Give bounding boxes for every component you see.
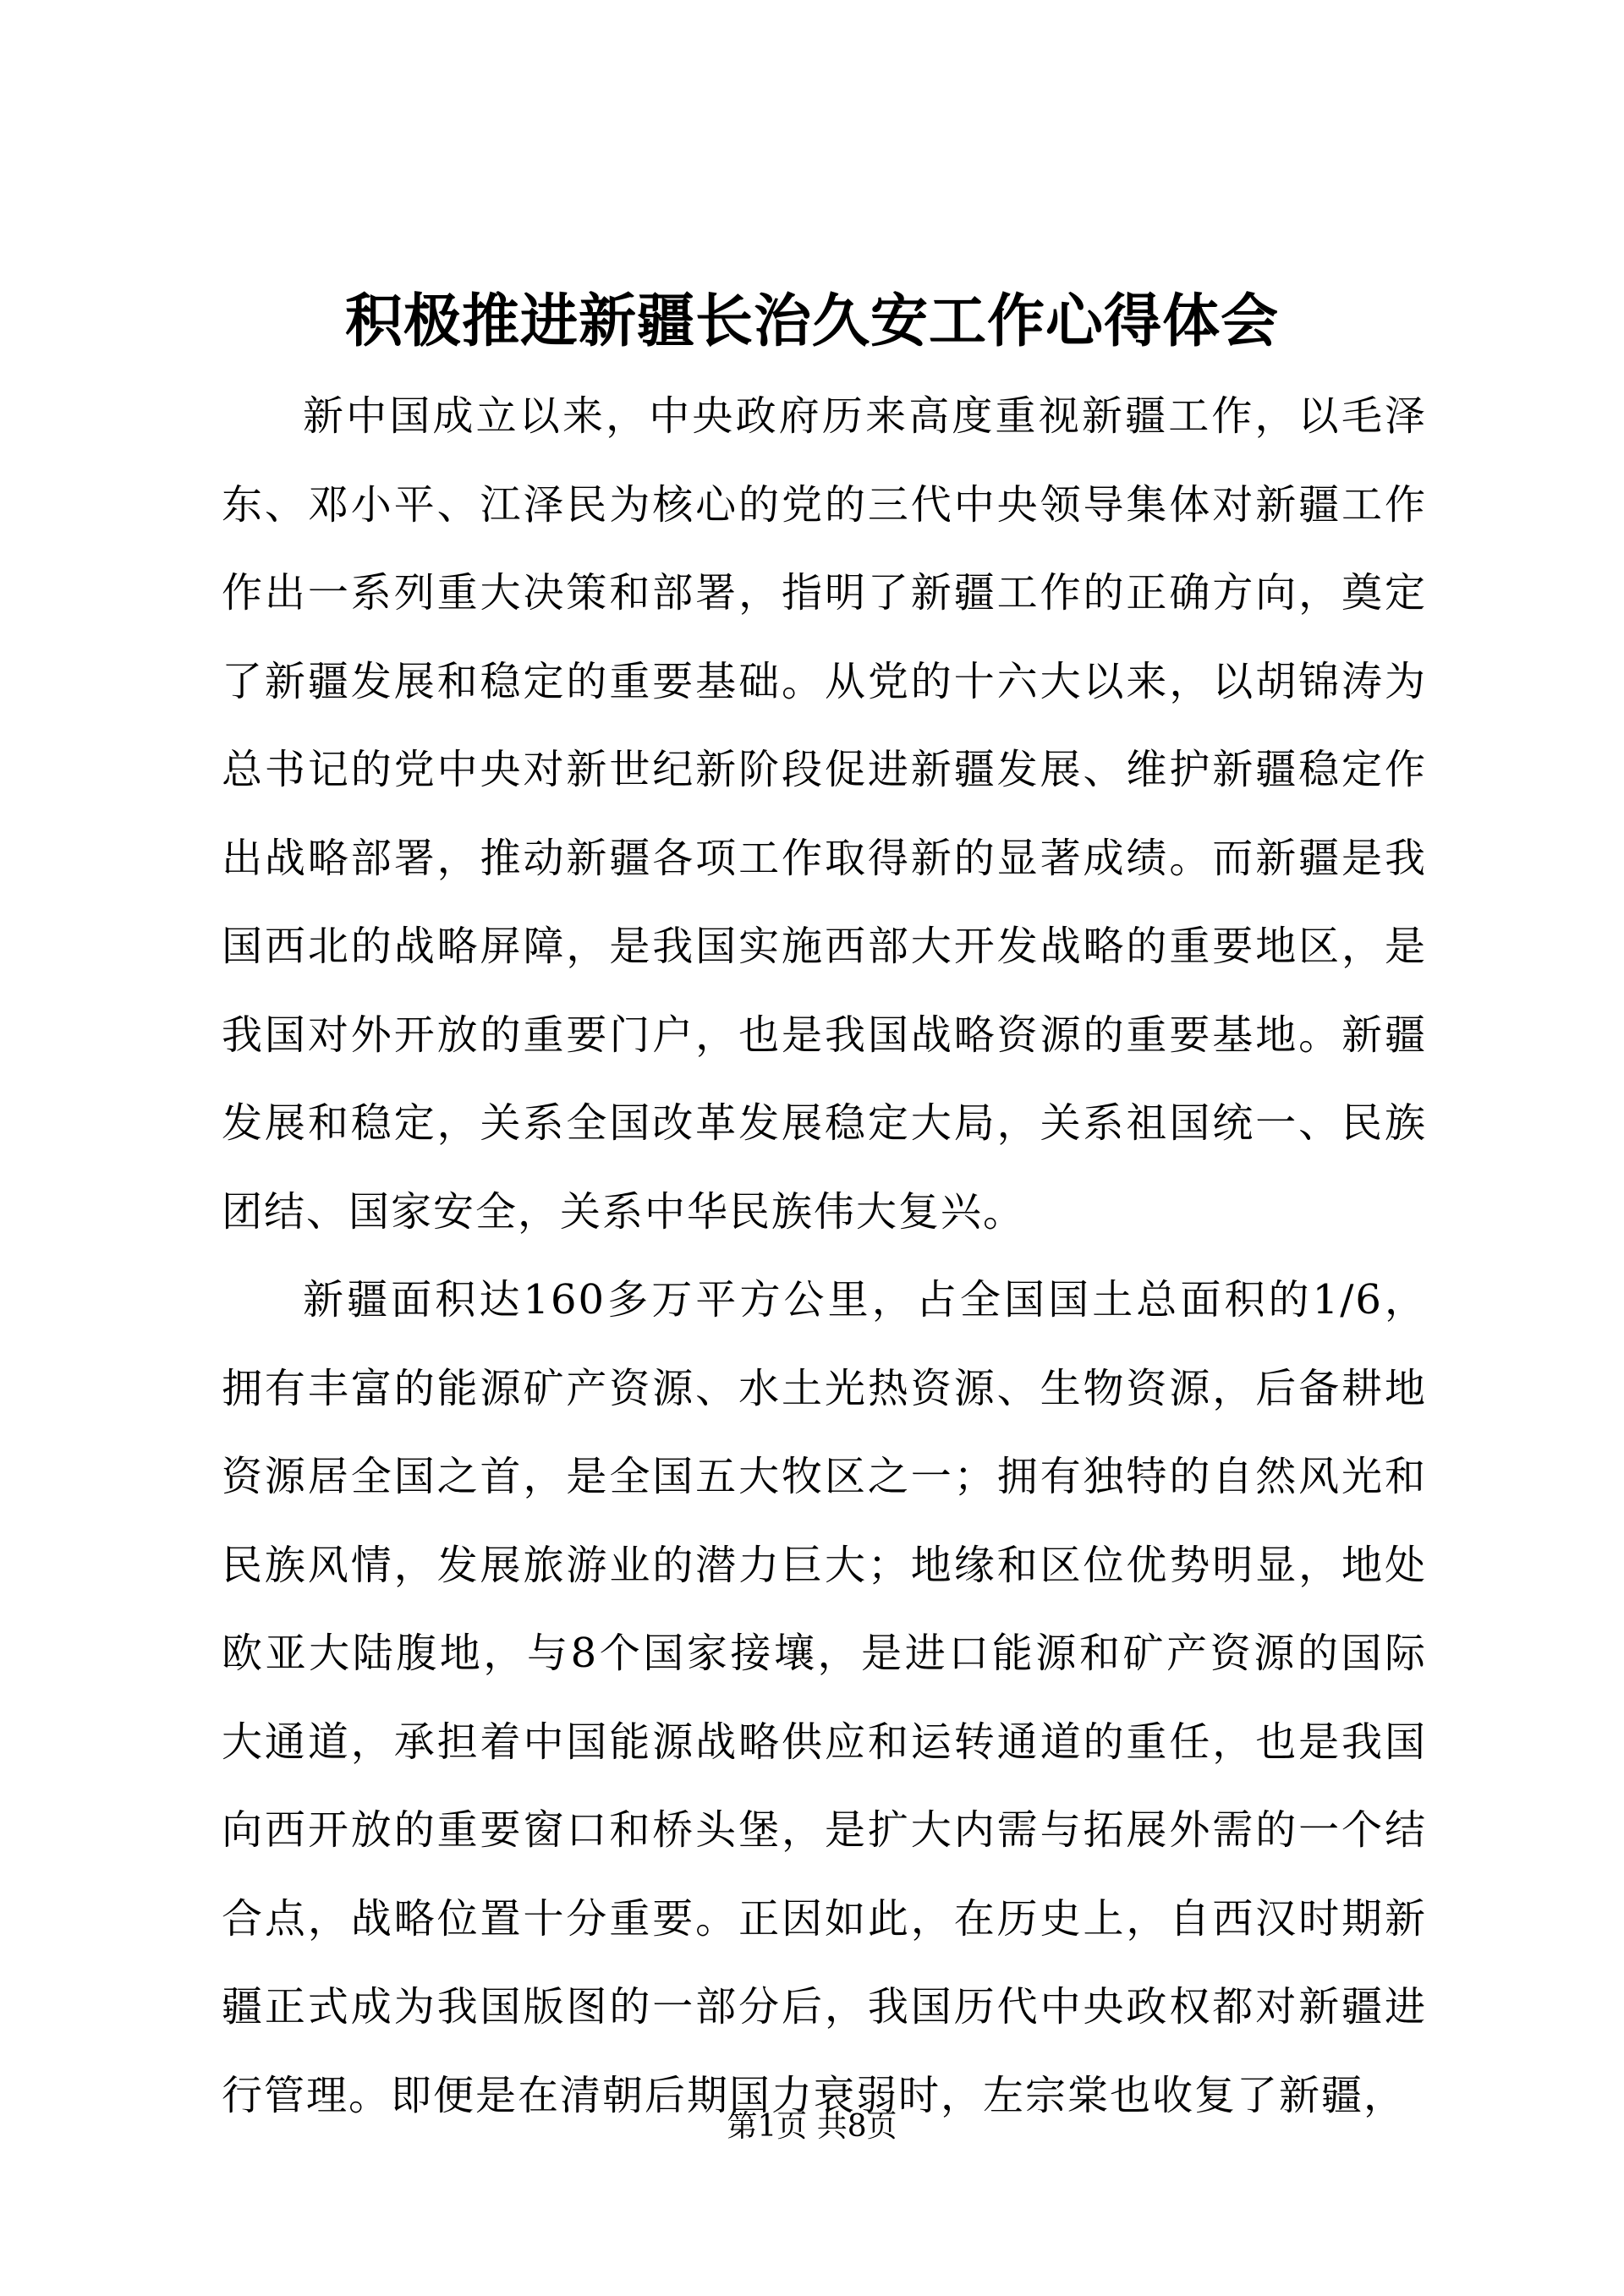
paragraph-2: 新疆面积达160多万平方公里，占全国国土总面积的1/6，拥有丰富的能源矿产资源、水土光热资源、生物资源，后备耕地资源居全国之首，是全国五大牧区之一；拥有独特的自然风光和民族风情，发展旅游业的潜力巨大；地缘和区位优势明显，地处欧亚大陆腹地，与8个国家接壤，是进口能源和矿产资源的国际大通道，承担着中国能源战略供应和运转通道的重任，也是我国向西开放的重要窗口和桥头堡，是扩大内需与拓展外需的一个结合点，战略位置十分重要。正因如此，在历史上，自西汉时期新疆正式成为我国版图的一部分后，我国历代中央政权都对新疆进行管理。即便是在清朝后期国力衰弱时，左宗棠也收复了新疆， — [222, 1276, 1427, 2119]
paragraph-1: 新中国成立以来，中央政府历来高度重视新疆工作，以毛泽东、邓小平、江泽民为核心的党的三代中央领导集体对新疆工作作出一系列重大决策和部署，指明了新疆工作的正确方向，奠定了新疆发展和稳定的重要基础。从党的十六大以来，以胡锦涛为总书记的党中央对新世纪新阶段促进新疆发展、维护新疆稳定作出战略部署，推动新疆各项工作取得新的显著成绩。而新疆是我国西北的战略屏障，是我国实施西部大开发战略的重要地区，是我国对外开放的重要门户，也是我国战略资源的重要基地。新疆发展和稳定，关系全国改革发展稳定大局，关系祖国统一、民族团结、国家安全，关系中华民族伟大复兴。 — [222, 392, 1427, 1236]
document-body — [222, 372, 1427, 2140]
document-title: 积极推进新疆长治久安工作心得体会 — [344, 288, 1279, 355]
page-footer: 第1页 共8页 — [727, 2109, 897, 2144]
